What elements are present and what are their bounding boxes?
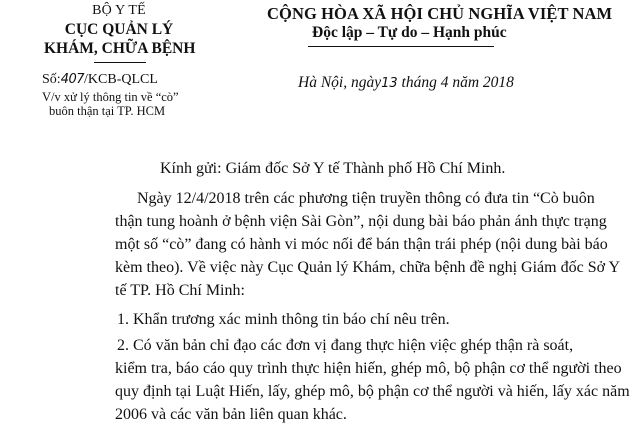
issue-date bbox=[298, 74, 514, 92]
document-number bbox=[42, 72, 158, 88]
date-day-handwritten: 13 bbox=[381, 76, 398, 91]
doc-number-handwritten: 407 bbox=[60, 72, 85, 87]
paragraph-line: tế TP. Hồ Chí Minh: bbox=[115, 282, 245, 299]
agency-name-line1: CỤC QUẢN LÝ bbox=[64, 21, 174, 38]
subject-line2: buôn thận tại TP. HCM bbox=[49, 104, 166, 118]
list-item-2-line: 2. Có văn bản chỉ đạo các đơn vị đang thực hiện việc ghép thận rà soát, bbox=[117, 337, 574, 354]
doc-number-suffix: /KCB-QLCL bbox=[84, 72, 158, 87]
date-suffix: tháng 4 năm 2018 bbox=[401, 74, 514, 91]
date-prefix: Hà Nội, ngày bbox=[298, 74, 382, 91]
list-item-1: 1. Khẩn trương xác minh thông tin báo chí nêu trên. bbox=[117, 311, 450, 328]
subject-line1: V/v xử lý thông tin về “cò” bbox=[42, 90, 179, 104]
national-motto: Độc lập – Tự do – Hạnh phúc bbox=[312, 24, 507, 41]
doc-number-prefix: Số: bbox=[42, 72, 61, 87]
paragraph-line: thận tung hoành ở bệnh viện Sài Gòn”, nội dung bài báo phản ánh thực trạng bbox=[115, 213, 607, 230]
ministry-name: BỘ Y TẾ bbox=[92, 3, 146, 18]
agency-underline bbox=[94, 62, 146, 63]
greeting: Kính gửi: Giám đốc Sở Y tế Thành phố Hồ Chí Minh. bbox=[160, 160, 506, 177]
list-item-2-line: 2006 và các văn bản liên quan khác. bbox=[115, 406, 347, 423]
paragraph-line: kèm theo). Về việc này Cục Quản lý Khám, chữa bệnh đề nghị Giám đốc Sở Y bbox=[115, 259, 621, 276]
list-item-2-line: kiểm tra, báo cáo quy trình thực hiện hiến, ghép mô, bộ phận cơ thể người theo bbox=[115, 360, 622, 377]
list-item-2-line: quy định tại Luật Hiến, lấy, ghép mô, bộ phận cơ thể người và hiến, lấy xác năm bbox=[115, 383, 630, 400]
national-title: CỘNG HÒA XÃ HỘI CHỦ NGHĨA VIỆT NAM bbox=[267, 4, 613, 23]
motto-underline bbox=[308, 46, 494, 47]
paragraph-line: một số “cò” đang có hành vi móc nối để bán thận trái phép (nội dung bài báo bbox=[115, 236, 608, 253]
paragraph-line: Ngày 12/4/2018 trên các phương tiện truyền thông có đưa tin “Cò buôn bbox=[137, 190, 595, 207]
agency-name-line2: KHÁM, CHỮA BỆNH bbox=[44, 40, 196, 57]
